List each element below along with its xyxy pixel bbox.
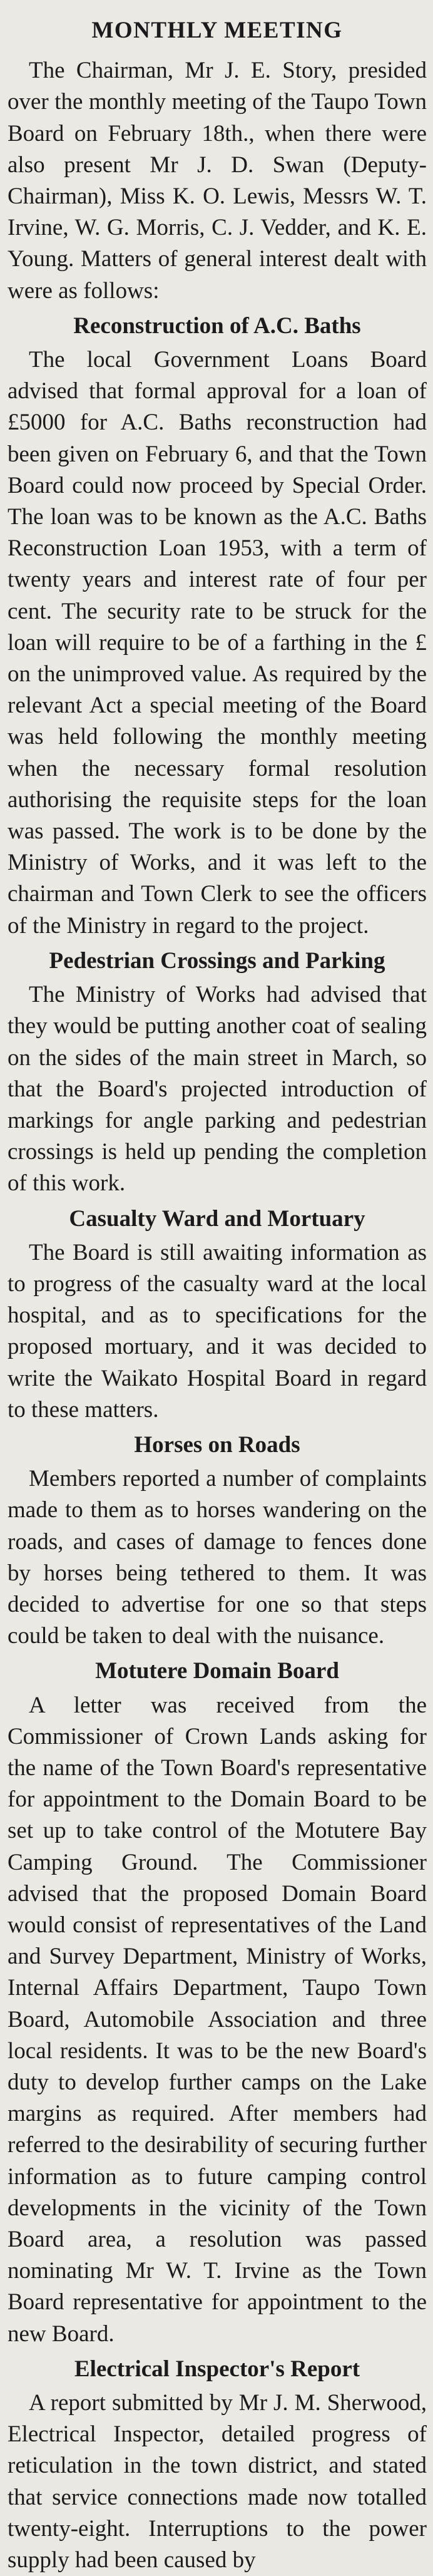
section-body-electrical: A report submitted by Mr J. M. Sherwood, Electrical Inspector, detailed progress of reticulation in the town district, and stated that service connections made now totalled twenty-eight. Interruptions to the power supply had been caused by [8, 2390, 427, 2573]
section-body-domain: A letter was received from the Commissioner of Crown Lands asking for the name of the Town Board's representative for appointment to the Domain Board to be set up to take control of the Motutere Bay Camping Ground. The Commissioner advised that the proposed Domain Board would consist of representatives of the Land and Survey Department, Ministry of Works, Internal Affairs Department, Taupo Town Board, Automobile Association and three local residents. It was to be the new Board's duty to develop further camps on the Lake margins as required. After members had referred to the desirability of securing further information as to future camping control developments in the vicinity of the Town Board area, a resolution was passed nominating Mr W. T. Irvine as the Town Board representative for appointment to the new Board. [8, 1692, 427, 2347]
section-domain [8, 1656, 427, 2349]
section-baths [8, 311, 427, 942]
section-casualty [8, 1203, 427, 1426]
section-body-casualty: The Board is still awaiting information as to progress of the casualty ward at the local hospital, and as to specifications for the proposed mortuary, and it was decided to write the Waikato Hospital Board in regard to these matters. [8, 1239, 427, 1423]
intro-section [8, 55, 427, 307]
section-body-baths: The local Government Loans Board advised that formal approval for a loan of £5000 for A.C. Baths reconstruction had been given on February 6, and that the Town Board could now proceed by Special Order. The loan was to be known as the A.C. Baths Reconstruction Loan 1953, with a term of twenty years and interest rate of four per cent. The security rate to be struck for the loan will require to be of a farthing in the £ on the unimproved value. As required by the relevant Act a special meeting of the Board was held following the monthly meeting when the necessary formal resolution authorising the requisite steps for the loan was passed. The work is to be done by the Ministry of Works, and it was left to the chairman and Town Clerk to see the officers of the Ministry in regard to the project. [8, 347, 427, 939]
section-electrical [8, 2354, 427, 2576]
section-crossings [8, 945, 427, 1200]
article-title: MONTHLY MEETING [91, 18, 343, 43]
section-body-crossings: The Ministry of Works had advised that they would be putting another coat of sealing on the sides of the main street in March, so that the Board's projected introduction of markings for angle parking and pedestrian crossings is held up pending the completion of this work. [8, 982, 427, 1197]
section-horses [8, 1430, 427, 1652]
section-body-horses: Members reported a number of complaints made to them as to horses wandering on the roads, and cases of damage to fences done by horses being tethered to them. It was decided to advertise for one so that steps could be taken to deal with the nuisance. [8, 1466, 427, 1649]
section-heading-casualty: Casualty Ward and Mortuary [69, 1205, 365, 1232]
section-heading-crossings: Pedestrian Crossings and Parking [49, 947, 385, 974]
intro-paragraph: The Chairman, Mr J. E. Story, presided over the monthly meeting of the Taupo Town Board on February 18th., when there were also present Mr J. D. Swan (Deputy-Chairman), Miss K. O. Lewis, Messrs W. T. Irvine, W. G. Morris, C. J. Vedder, and K. E. Young. Matters of general interest dealt with were as follows: [8, 58, 427, 304]
section-heading-domain: Motutere Domain Board [95, 1658, 339, 1684]
section-heading-electrical: Electrical Inspector's Report [74, 2356, 360, 2382]
section-heading-baths: Reconstruction of A.C. Baths [73, 312, 361, 339]
section-heading-horses: Horses on Roads [134, 1431, 300, 1458]
